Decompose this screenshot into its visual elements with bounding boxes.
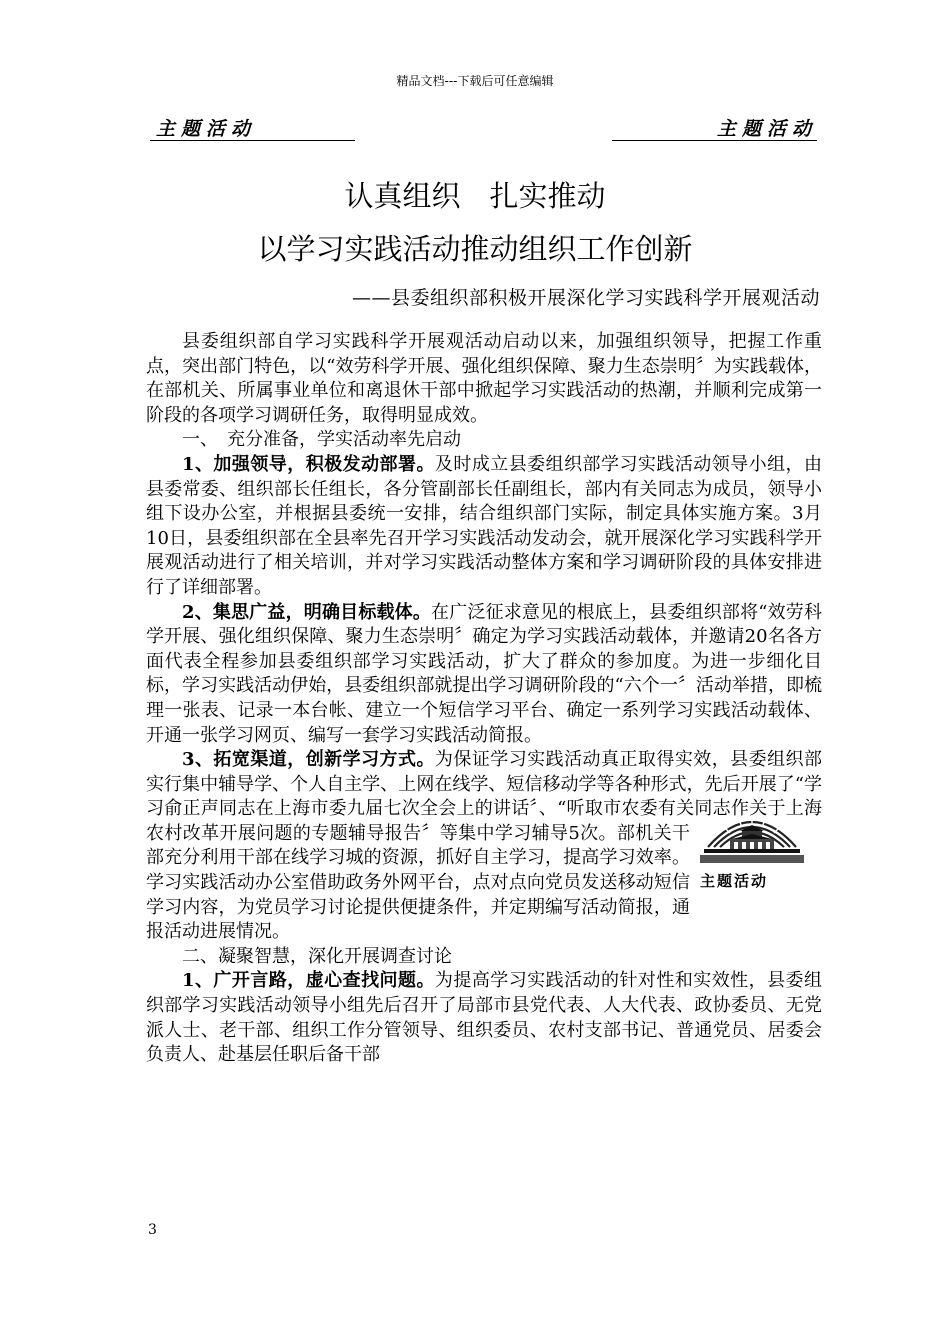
header-right-rule xyxy=(612,140,817,141)
paragraph-3-text: 为保证学习实践活动真正取得实效，县委组织部实行集中辅导学、个人自主学、上网在线学、短信移动学等各种形式，先后开展了“学习俞正声同志在上海市委九届七次全会上的 xyxy=(146,749,823,820)
paragraph-1-lead: 1、加强领导，积极发动部署。 xyxy=(182,453,435,475)
paragraph-4-lead: 1、广开言路，虚心查找问题。 xyxy=(182,970,435,992)
intro-paragraph: 县委组织部自学习实践科学开展观活动启动以来，加强组织领导，把握工作重点，突出部门特色，以“效劳科学开展、强化组织保障、聚力生态崇明〞为实践载体，在部机关、所属事业单位和离退休干部中掀起学习实践活动的热潮，并顺利完成第一阶段的各项学习调研任务，取得明显成效。 xyxy=(146,331,822,426)
paragraph-1 xyxy=(146,453,822,601)
subtitle: ——县委组织部积极开展深化学习实践科学开展观活动 xyxy=(351,287,820,309)
section-heading-2: 二、凝聚智慧，深化开展调查讨论 xyxy=(182,945,452,967)
header-left-label: 主题活动 xyxy=(156,118,257,140)
section-heading-1: 一、 充分准备，学实活动率先启动 xyxy=(182,429,461,451)
paragraph-4-text: 为提高学习实践活动的针对性和实效性，县委组织部学习实践活动领导小组先后召开了局部市县党代表、人大代表、政协委员、无党派人士、老干部、组织工作分管领导、组织委员、农村支部书记、普通党员、居委会负责人、赴基层任职后备干部 xyxy=(146,970,823,1066)
paragraph-3-text-tail: 讲话〞、“听取市农委有关同志作关于上海农村改革开展问题的专题辅导报告〞等集中学习辅导5次。部机关干部充分利用干部在线学习城的资源，抓好自主学习，提高学习效率。学习实践活动办公室借助政务外网平台，点对点向党员发送移动短信学习内容，为党员学习讨论提供便捷条件，并定期编写活动简报，通报活动进展情况。 xyxy=(146,798,822,943)
paragraph-2-lead: 2、集思广益，明确目标载体。 xyxy=(182,601,432,623)
page-number: 3 xyxy=(148,1222,157,1238)
paragraph-2 xyxy=(146,601,822,749)
header-left-rule xyxy=(150,140,355,141)
paragraph-4 xyxy=(146,969,822,1067)
watermark: 精品文档---下载后可任意编辑 xyxy=(396,74,554,88)
image-caption: 主题活动 xyxy=(700,872,769,891)
paragraph-3 xyxy=(146,748,822,945)
title-line-2: 以学习实践活动推动组织工作创新 xyxy=(257,232,693,266)
paragraph-2-text: 在广泛征求意见的根底上，县委组织部将“效劳科学开展、强化组织保障、聚力生态崇明〞确定为学习实践活动载体，并邀请20名各方面代表全程参加县委组织部学习实践活动，扩大了群众的参加度。为进一步细化目标，学习实践活动伊始，县委组织部就提出学习调研阶段的“六个一〞活动举措，即梳理一张表、记录一本台帐、建立一个短信学习平台、确定一系列学习实践活动载体、开通一张学习网页、编写一套学习实践活动简报。 xyxy=(146,601,822,746)
article-body xyxy=(146,330,822,1068)
header-right-label: 主题活动 xyxy=(716,118,817,140)
title-line-1: 认真组织 扎实推动 xyxy=(344,179,606,213)
paragraph-1-text: 及时成立县委组织部学习实践活动领导小组，由县委常委、组织部长任组长，各分管副部长任副组长，部内有关同志为成员，领导小组下设办公室，并根据县委统一安排，结合组织部门实际，制定具体实施方案。3月10日，县委组织部在全县率先召开学习实践活动发动会，就开展深化学习实践科学开展观活动进行了相关培训，并对学习实践活动整体方案和学习调研阶段的具体安排进行了详细部署。 xyxy=(146,453,823,598)
paragraph-3-lead: 3、拓宽渠道，创新学习方式。 xyxy=(182,749,435,771)
